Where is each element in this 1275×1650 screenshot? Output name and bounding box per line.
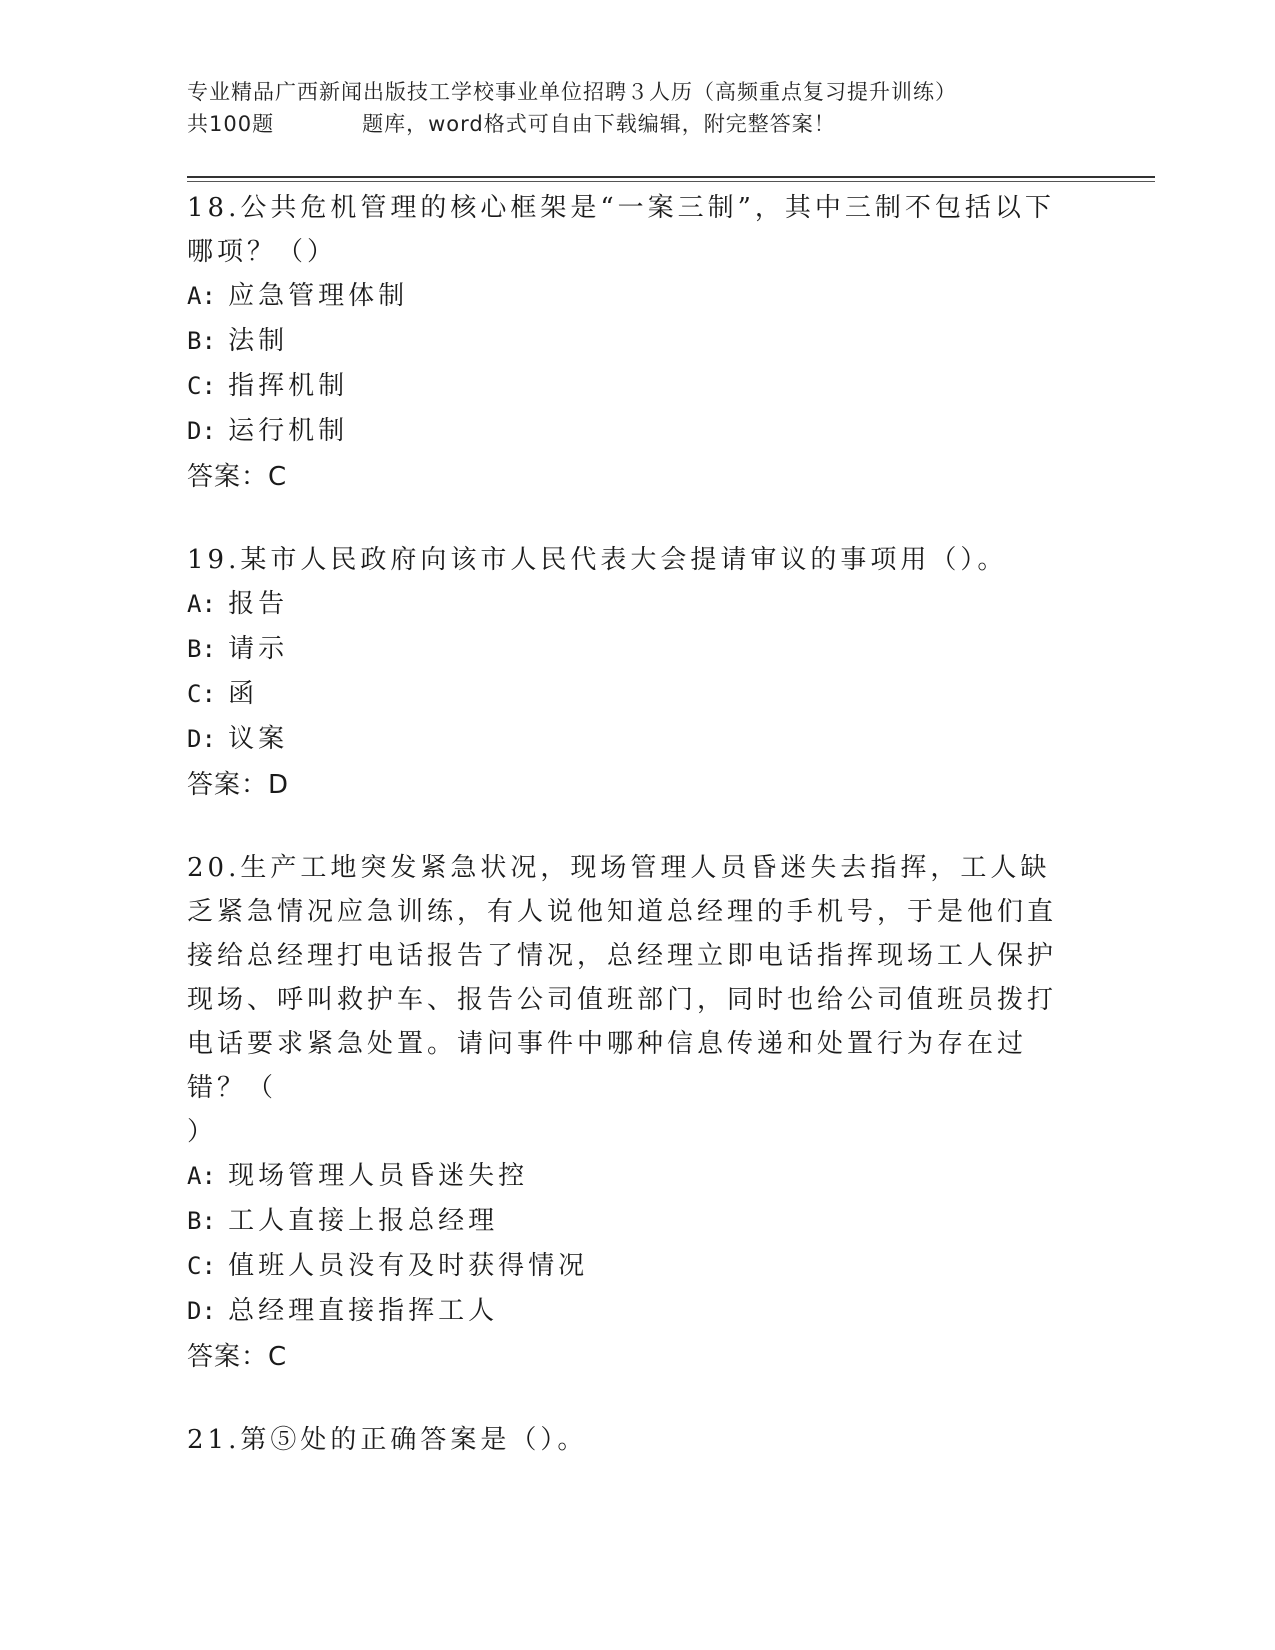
option-d xyxy=(187,1289,1067,1334)
option-d xyxy=(187,409,1067,454)
option-letter: C: xyxy=(187,1252,216,1280)
option-d xyxy=(187,717,1067,762)
header-subtitle-line xyxy=(187,108,1087,140)
option-text: 总经理直接指挥工人 xyxy=(228,1296,499,1326)
answer-line: 答案：C xyxy=(187,1342,288,1372)
option-text: 现场管理人员昏迷失控 xyxy=(228,1161,529,1191)
option-b xyxy=(187,1199,1067,1244)
option-letter: A: xyxy=(187,1162,216,1190)
option-text: 值班人员没有及时获得情况 xyxy=(228,1251,589,1281)
option-text: 工人直接上报总经理 xyxy=(228,1206,499,1236)
question-21 xyxy=(187,1418,1067,1462)
option-text: 议案 xyxy=(228,724,289,754)
header-divider-thin xyxy=(187,181,1155,182)
header-title-line: 专业精品广西新闻出版技工学校事业单位招聘３人历（高频重点复习提升训练） xyxy=(187,80,957,104)
option-text: 报告 xyxy=(228,589,289,619)
option-letter: B: xyxy=(187,327,216,355)
document-header xyxy=(187,76,1087,140)
header-divider-thick xyxy=(187,176,1155,178)
answer-line: 答案：C xyxy=(187,462,288,492)
option-text: 应急管理体制 xyxy=(228,281,409,311)
option-letter: A: xyxy=(187,590,216,618)
option-letter: D: xyxy=(187,725,216,753)
option-letter: A: xyxy=(187,282,216,310)
option-letter: B: xyxy=(187,1207,216,1235)
answer-line: 答案：D xyxy=(187,770,290,800)
option-text: 运行机制 xyxy=(228,416,349,446)
question-20 xyxy=(187,846,1067,1380)
question-list xyxy=(187,186,1067,1462)
question-text-tail: ） xyxy=(187,1117,218,1147)
option-a xyxy=(187,582,1067,627)
question-text: 21.第⑤处的正确答案是（）。 xyxy=(187,1425,588,1455)
option-c xyxy=(187,1244,1067,1289)
option-letter: C: xyxy=(187,680,216,708)
question-text: 18.公共危机管理的核心框架是“一案三制”，其中三制不包括以下哪项？（） xyxy=(187,193,1055,267)
option-letter: D: xyxy=(187,417,216,445)
option-text: 请示 xyxy=(228,634,289,664)
option-c xyxy=(187,364,1067,409)
option-text: 指挥机制 xyxy=(228,371,349,401)
question-19 xyxy=(187,538,1067,808)
question-text: 20.生产工地突发紧急状况，现场管理人员昏迷失去指挥，工人缺乏紧急情况应急训练，有人说他知道总经理的手机号，于是他们直接给总经理打电话报告了情况，总经理立即电话指挥现场工人保护现场、呼叫救护车、报告公司值班部门，同时也给公司值班员拨打电话要求紧急处置。请问事件中哪种信息传递和处置行为存在过错？（ xyxy=(187,853,1058,1103)
option-letter: B: xyxy=(187,635,216,663)
option-a xyxy=(187,274,1067,319)
option-c xyxy=(187,672,1067,717)
option-text: 法制 xyxy=(228,326,289,356)
question-text: 19.某市人民政府向该市人民代表大会提请审议的事项用（）。 xyxy=(187,545,1008,575)
option-b xyxy=(187,319,1067,364)
header-description: 题库，word格式可自由下载编辑，附完整答案！ xyxy=(362,112,836,136)
question-18 xyxy=(187,186,1067,500)
option-letter: C: xyxy=(187,372,216,400)
option-letter: D: xyxy=(187,1297,216,1325)
option-a xyxy=(187,1154,1067,1199)
header-question-count: 共100题 xyxy=(187,112,275,136)
option-text: 函 xyxy=(228,679,259,709)
option-b xyxy=(187,627,1067,672)
